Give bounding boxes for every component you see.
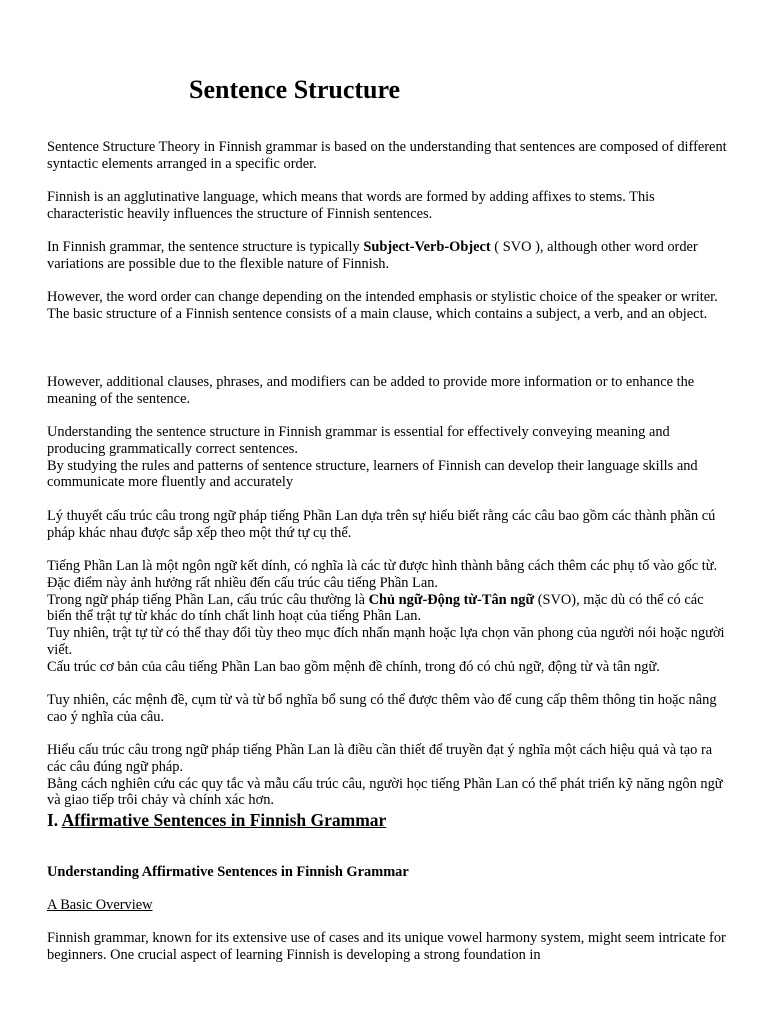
paragraph-line: However, the word order can change depending on the intended emphasis or stylistic choice of the speaker or writer. bbox=[47, 289, 718, 305]
paragraph bbox=[47, 139, 727, 173]
paragraph-line: Hiểu cấu trúc câu trong ngữ pháp tiếng Phần Lan là điều cần thiết để truyền đạt ý nghĩa một cách hiệu quả và tạo ra các câu đúng ngữ pháp. bbox=[47, 742, 713, 775]
paragraph bbox=[47, 424, 727, 491]
paragraph-line bbox=[47, 239, 698, 272]
text-run: (SVO), mặc dù có thể có các biến thể trật tự từ khác do tính chất linh hoạt của tiếng Phần Lan. bbox=[47, 591, 704, 625]
paragraph-line: Tuy nhiên, các mệnh đề, cụm từ và từ bổ nghĩa bổ sung có thể được thêm vào để cung cấp thêm thông tin hoặc nâng cao ý nghĩa của câu. bbox=[47, 692, 717, 725]
paragraph-line: Tuy nhiên, trật tự từ có thể thay đổi tùy theo mục đích nhấn mạnh hoặc lựa chọn văn phong của người nói hoặc người viết. bbox=[47, 625, 725, 658]
section-number: I. bbox=[47, 810, 59, 830]
text-run: In Finnish grammar, the sentence structure is typically bbox=[47, 239, 364, 255]
paragraph-line: Cấu trúc cơ bản của câu tiếng Phần Lan bao gồm mệnh đề chính, trong đó có chủ ngữ, động từ và tân ngữ. bbox=[47, 658, 660, 675]
paragraph bbox=[47, 374, 727, 408]
paragraph-line: Lý thuyết cấu trúc câu trong ngữ pháp tiếng Phần Lan dựa trên sự hiểu biết rằng các câu bao gồm các thành phần cú pháp khác nhau được sắp xếp theo một thứ tự cụ thể. bbox=[47, 508, 716, 541]
paragraph-line: The basic structure of a Finnish sentence consists of a main clause, which contains a subject, a verb, and an object. bbox=[47, 305, 708, 322]
overview-label: A Basic Overview bbox=[47, 897, 153, 913]
paragraph-line: Finnish is an agglutinative language, which means that words are formed by adding affixes to stems. This characteristic heavily influences the structure of Finnish sentences. bbox=[47, 189, 655, 222]
paragraph bbox=[47, 189, 727, 223]
paragraph-line bbox=[47, 592, 704, 625]
paragraph bbox=[47, 508, 727, 542]
text-run: ( SVO ), although other word order variations are possible due to the flexible nature of Finnish. bbox=[47, 239, 698, 272]
section-title: Affirmative Sentences in Finnish Grammar bbox=[61, 810, 387, 830]
page-title: Sentence Structure bbox=[189, 75, 401, 104]
text-run: Trong ngữ pháp tiếng Phần Lan, cấu trúc câu thường là bbox=[47, 591, 369, 608]
subheading: Understanding Affirmative Sentences in Finnish Grammar bbox=[47, 864, 409, 880]
paragraph-line: Tiếng Phần Lan là một ngôn ngữ kết dính, có nghĩa là các từ được hình thành bằng cách thêm các phụ tố vào gốc từ. Đặc điểm này ảnh hưởng rất nhiều đến cấu trúc câu tiếng Phần Lan. bbox=[47, 558, 718, 591]
paragraph-line: Understanding the sentence structure in Finnish grammar is essential for effectively conveying meaning and producing grammatically correct sentences. bbox=[47, 424, 670, 457]
bold-term: Chủ ngữ-Động từ-Tân ngữ bbox=[368, 591, 535, 608]
final-paragraph: Finnish grammar, known for its extensive use of cases and its unique vowel harmony system, might seem intricate for beginners. One crucial aspect of learning Finnish is developing a strong foundation in bbox=[47, 930, 726, 964]
paragraph bbox=[47, 239, 727, 273]
paragraph-line: Bằng cách nghiên cứu các quy tắc và mẫu cấu trúc câu, người học tiếng Phần Lan có thể phát triển kỹ năng ngôn ngữ và giao tiếp trôi chảy và chính xác hơn. bbox=[47, 775, 723, 809]
paragraph bbox=[47, 742, 727, 809]
paragraph bbox=[47, 558, 727, 676]
paragraph-line: However, additional clauses, phrases, and modifiers can be added to provide more information or to enhance the meaning of the sentence. bbox=[47, 374, 695, 407]
bold-term: Subject-Verb-Object bbox=[363, 239, 491, 255]
paragraph bbox=[47, 692, 727, 726]
paragraph-line: By studying the rules and patterns of sentence structure, learners of Finnish can develop their language skills and communicate more fluently and accurately bbox=[47, 457, 698, 491]
paragraph bbox=[47, 289, 727, 323]
paragraph-line: Sentence Structure Theory in Finnish grammar is based on the understanding that sentences are composed of different syntactic elements arranged in a specific order. bbox=[47, 139, 727, 172]
section-heading bbox=[47, 808, 386, 832]
